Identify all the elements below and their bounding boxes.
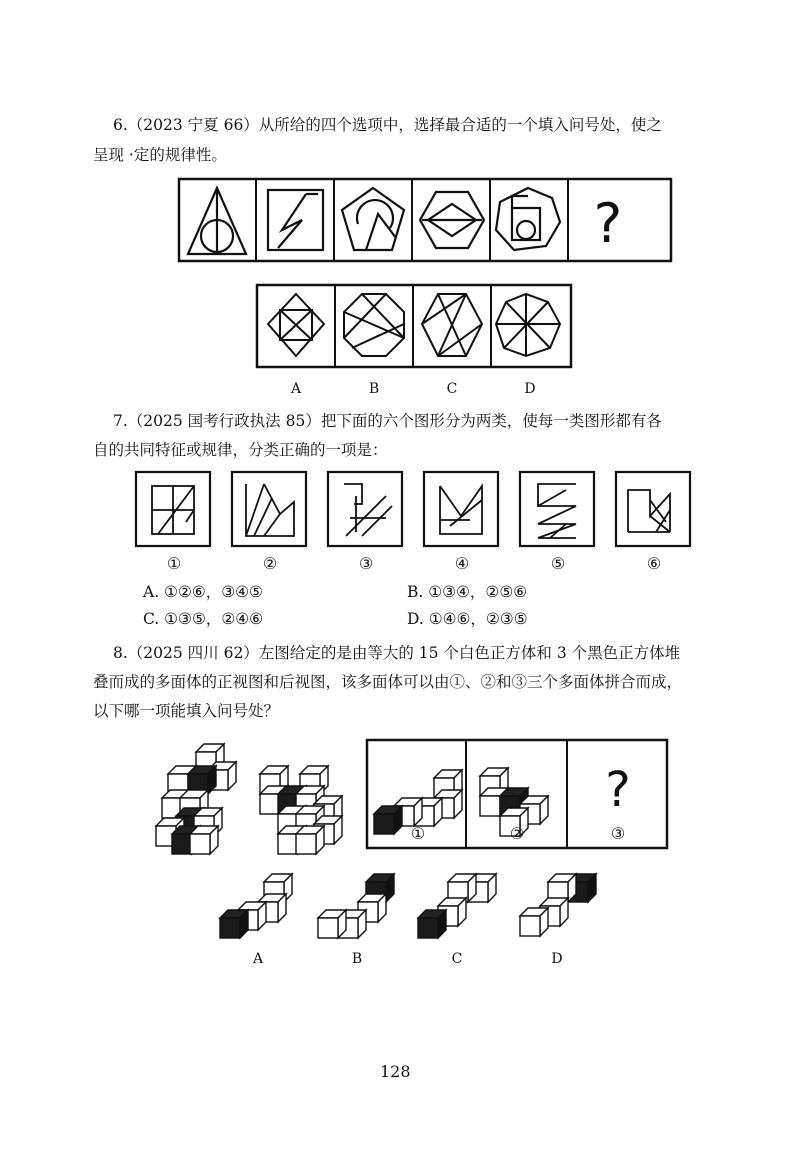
q6-question-mark: ? xyxy=(593,192,623,255)
q6-option-b-label[interactable]: B xyxy=(368,381,380,397)
q7-figure-4-label: ④ xyxy=(454,554,470,573)
q8-part-3-label: ③ xyxy=(610,824,626,843)
q8-option-a-label[interactable]: A xyxy=(252,951,264,967)
q8-option-c-label[interactable]: C xyxy=(451,951,463,967)
q7-figure-1-label: ① xyxy=(166,554,182,573)
q7-figures xyxy=(134,470,718,550)
q6-seq-figure-2 xyxy=(268,190,323,250)
q7-figure-1 xyxy=(152,486,194,534)
q6-options-strip xyxy=(256,284,574,370)
q7-line2: 自的共同特征或规律，分类正确的一项是： xyxy=(93,441,388,459)
q6-seq-figure-3 xyxy=(342,188,404,250)
q8-option-c-figure xyxy=(418,874,496,938)
q8-option-d-label[interactable]: D xyxy=(551,951,563,967)
q7-choice-a[interactable]: A. ①②⑥，③④⑤ xyxy=(143,583,263,601)
q7-figure-5-label: ⑤ xyxy=(550,554,566,573)
q7-choice-b[interactable]: B. ①③④，②⑤⑥ xyxy=(407,583,528,601)
q7-figure-5 xyxy=(538,484,576,538)
q6-option-a-figure xyxy=(268,294,324,356)
q7-figure-3-label: ③ xyxy=(358,554,374,573)
page-number: 128 xyxy=(380,1062,411,1081)
q7-figure-2 xyxy=(246,484,294,536)
q8-line1: 8.（2025 四川 62）左图给定的是由等大的 15 个白色正方体和 3 个黑色正方体堆 xyxy=(113,644,681,662)
q7-figure-3 xyxy=(344,484,392,536)
q6-option-c-label[interactable]: C xyxy=(446,381,458,397)
q7-figure-6-label: ⑥ xyxy=(646,554,662,573)
q6-option-c-figure xyxy=(422,294,482,356)
q8-option-b-label[interactable]: B xyxy=(351,951,363,967)
q8-back-view xyxy=(260,766,342,854)
q8-part-2-label: ② xyxy=(509,824,525,843)
q8-option-d-figure xyxy=(520,874,596,936)
q8-part-1-label: ① xyxy=(410,824,426,843)
q6-sequence-strip xyxy=(178,178,674,264)
q8-option-b-figure xyxy=(318,874,394,938)
q6-seq-figure-1 xyxy=(188,188,246,254)
q8-front-view xyxy=(156,744,236,854)
q8-question-mark: ? xyxy=(605,762,631,818)
q6-option-d-label[interactable]: D xyxy=(524,381,536,397)
q6-line2: 呈现 ·定的规律性。 xyxy=(93,146,227,164)
q6-option-b-figure xyxy=(344,294,404,356)
q7-figure-2-label: ② xyxy=(262,554,278,573)
q8-option-a-figure xyxy=(220,874,292,938)
q6-seq-figure-4 xyxy=(420,192,484,248)
q8-line2: 叠而成的多面体的正视图和后视图，该多面体可以由①、②和③三个多面体拼合而成， xyxy=(93,673,683,691)
q7-line1: 7.（2025 国考行政执法 85）把下面的六个图形分为两类，使每一类图形都有各 xyxy=(113,412,662,430)
q6-option-a-label[interactable]: A xyxy=(290,381,302,397)
q6-seq-figure-5 xyxy=(496,188,560,250)
q8-line3: 以下哪一项能填入问号处？ xyxy=(93,702,280,720)
q7-figure-4 xyxy=(440,486,482,534)
q6-line1: 6.（2023 宁夏 66）从所给的四个选项中，选择最合适的一个填入问号处，使之 xyxy=(113,116,662,134)
q7-figure-6 xyxy=(628,490,670,532)
q7-choice-d[interactable]: D. ①④⑥，②③⑤ xyxy=(407,610,528,628)
q7-choice-c[interactable]: C. ①③⑤，②④⑥ xyxy=(143,610,264,628)
q6-option-d-figure xyxy=(496,294,560,356)
